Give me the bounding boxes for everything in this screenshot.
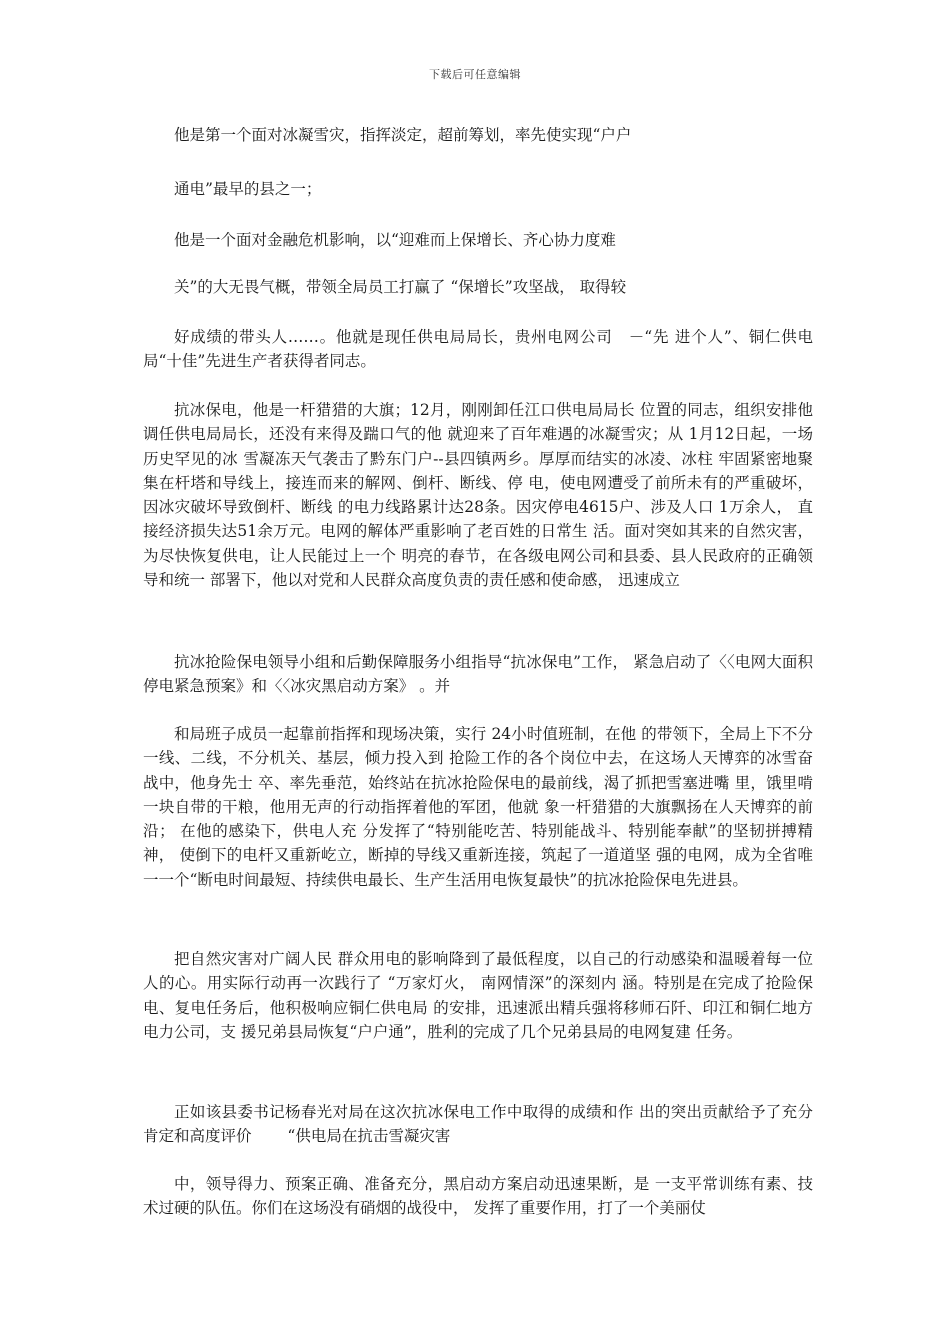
body-paragraph-5: 把自然灾害对广阔人民 群众用电的影响降到了最低程度，以自己的行动感染和温暖着每一位 人的心。用实际行动再一次践行了 “万家灯火， 南网情深”的深刻内 涵。特别是在完成了抢险保电、复电任务后，他积极响应铜仁供电局 的安排，迅速派出精兵强将移师石阡、印江和铜仁地方电力公司，支 援兄弟县局恢复“户户通”，胜利的完成了几个兄弟县局的电网复建 任务。 [143,950,813,1041]
body-paragraph-3: 抗冰抢险保电领导小组和后勤保障服务小组指导“抗冰保电”工作， 紧急启动了〈〈电网大面积停电紧急预案》和〈〈冰灾黑启动方案》 。并 [143,653,813,696]
intro-line-3: 他是一个面对金融危机影响，以“迎难而上保增长、齐心协力度难 [174,231,616,249]
body-paragraph-4: 和局班子成员一起靠前指挥和现场决策，实行 24小时值班制，在他 的带领下，全局上下不分一线、二线，不分机关、基层，倾力投入到 抢险工作的各个岗位中去，在这场人天博弈的冰雪奋战中，他身先士 卒、率先垂范，始终站在抗冰抢险保电的最前线，渴了抓把雪塞进嘴 里，饿里啃一块自带的干粮，他用无声的行动指挥着他的军团，他就 象一杆猎猎的大旗飘扬在人天博弈的前沿； 在他的感染下，供电人充 分发挥了“特别能吃苦、特别能战斗、特别能奉献”的坚韧拼搏精神， 使倒下的电杆又重新屹立，断掉的导线又重新连接，筑起了一道道坚 强的电网，成为全省唯一一个“断电时间最短、持续供电最长、生产生活用电恢复最快”的抗冰抢险保电先进县。 [143,725,813,889]
body-paragraph-2: 抗冰保电，他是一杆猎猎的大旗；12月，刚刚卸任江口供电局局长 位置的同志，组织安排他调任供电局局长，还没有来得及踹口气的他 就迎来了百年难遇的冰凝雪灾；从 1月12日起，一场历史罕见的冰 雪凝冻天气袭击了黔东门户--县四镇两乡。厚厚而结实的冰凌、冰柱 牢固紧密地聚集在杆塔和导线上，接连而来的解网、倒杆、断线、停 电，使电网遭受了前所未有的严重破坏，因冰灾破坏导致倒杆、断线 的电力线路累计达28条。因灾停电4615户、涉及人口 1万余人， 直接经济损失达51余万元。电网的解体严重影响了老百姓的日常生 活。面对突如其来的自然灾害，为尽快恢复供电，让人民能过上一个 明亮的春节，在各级电网公司和县委、县人民政府的正确领导和统一 部署下，他以对党和人民群众高度负责的责任感和使命感， 迅速成立 [143,401,813,590]
intro-line-1: 他是第一个面对冰凝雪灾，指挥淡定，超前筹划，率先使实现“户户 [174,126,632,144]
body-paragraph-7: 中，领导得力、预案正确、准备充分，黑启动方案启动迅速果断，是 一支平常训练有素、技术过硬的队伍。你们在这场没有硝烟的战役中， 发挥了重要作用，打了一个美丽仗 [143,1175,813,1218]
body-paragraph-6: 正如该县委书记杨春光对局在这次抗冰保电工作中取得的成绩和作 出的突出贡献给予了充分肯定和高度评价 “供电局在抗击雪凝灾害 [143,1103,813,1146]
page-header: 下载后可任意编辑 [429,68,521,81]
body-paragraph-1: 好成绩的带头人……。他就是现任供电局局长，贵州电网公司 －“先 进个人”、铜仁供电局“十佳”先进生产者获得者同志。 [143,328,813,371]
intro-line-2: 通电”最早的县之一； [174,180,322,198]
intro-line-4: 关”的大无畏气概，带领全局员工打赢了 “保增长”攻坚战， 取得较 [174,278,627,296]
